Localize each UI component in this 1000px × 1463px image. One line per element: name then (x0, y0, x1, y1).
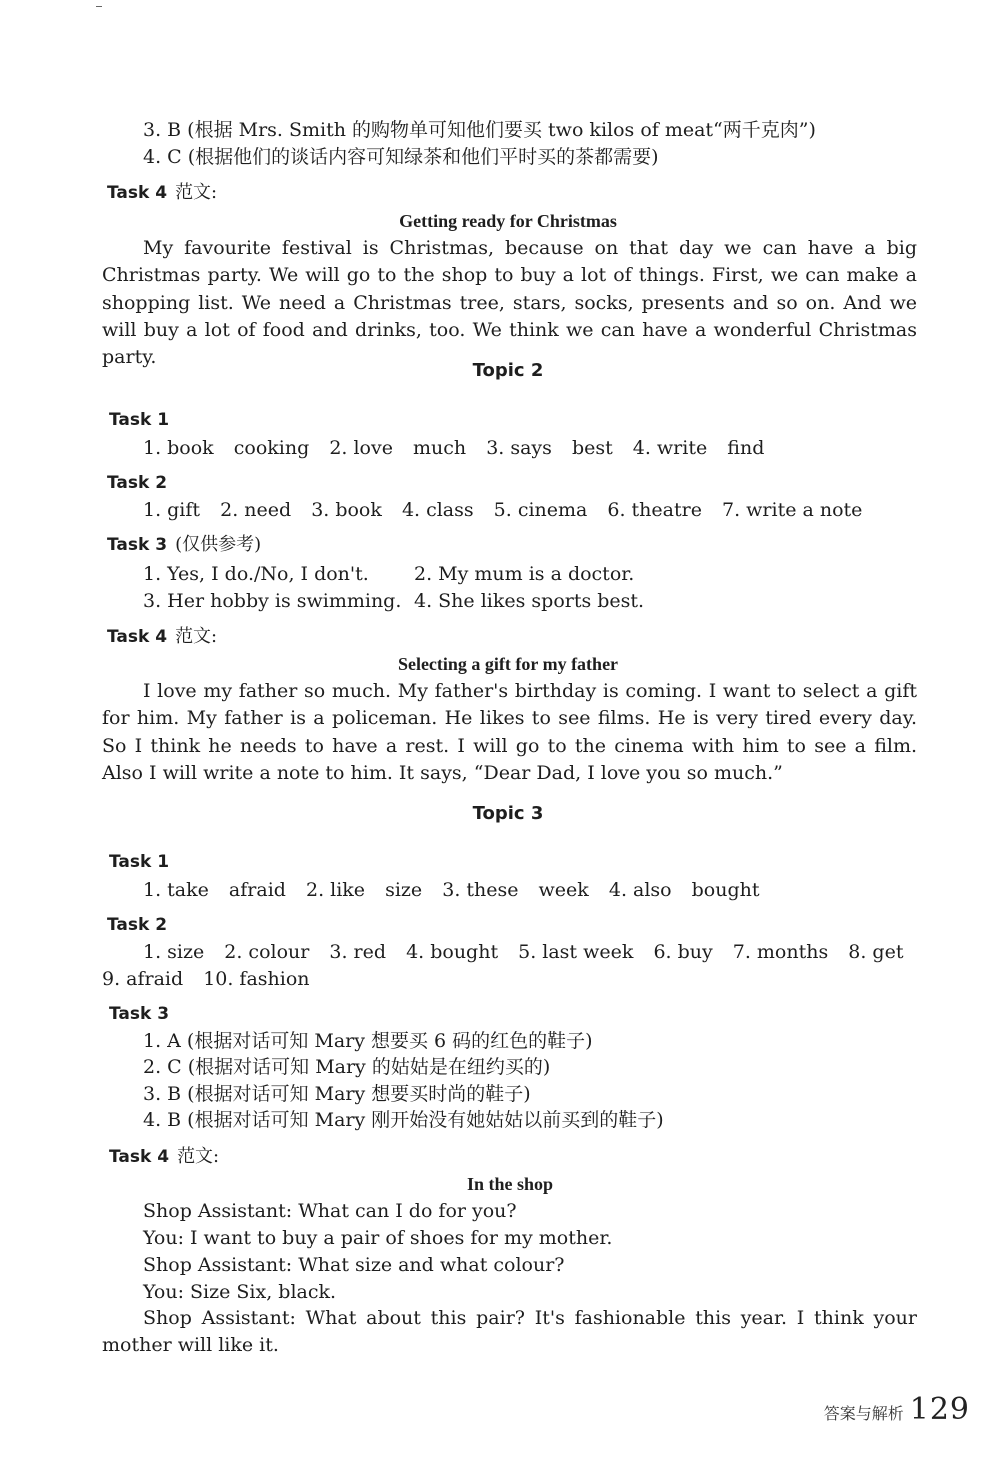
answer-word: months (756, 941, 829, 963)
dialogue-line: You: I want to buy a pair of shoes for my mother. (143, 1227, 613, 1249)
dialogue-line: Shop Assistant: What can I do for you? (143, 1200, 517, 1222)
answer-word: like (330, 879, 366, 901)
task2-answers (143, 939, 917, 965)
answer-word: size (167, 941, 205, 963)
num: 1. (143, 941, 162, 963)
answer-word: size (385, 879, 423, 901)
num: 2. (305, 879, 325, 901)
answer-word: last week (542, 941, 634, 963)
task3-heading (107, 533, 261, 557)
answer-word: book (167, 437, 214, 459)
task-label: Task 2 (107, 915, 168, 935)
task-sub: (仅供参考) (175, 534, 262, 555)
answer-word: class (426, 499, 474, 521)
answer-word: buy (677, 941, 713, 963)
answer-word: get (872, 941, 904, 963)
task3-answer: 1. Yes, I do./No, I don't. (143, 563, 369, 585)
essay-paragraph (102, 235, 917, 371)
num: 4. (632, 437, 651, 459)
essay-text: I love my father so much. My father's birthday is coming. I want to select a gift for him. My father is a policeman. He likes to see films. He is very tired every day. So I think he needs to have a rest. I will go to the cinema with him to see a film. Also I will write a note to him. It says, “Dear Dad, I love you so much.” (102, 680, 917, 784)
num: 9. (102, 968, 121, 990)
task1-answers (143, 435, 778, 461)
answer-word: need (244, 499, 292, 521)
num: 4. (608, 879, 627, 901)
answer-word: best (571, 437, 613, 459)
answer-word: gift (167, 499, 201, 521)
num: 4. (406, 941, 425, 963)
answer-word: fashion (239, 968, 310, 990)
task3-answer: 2. My mum is a doctor. (414, 563, 635, 585)
answer-line-3: 3. B (根据 Mrs. Smith 的购物单可知他们要买 two kilos of meat“两千克肉”) (143, 119, 816, 141)
answer-word: write a note (746, 499, 863, 521)
answer-word: take (167, 879, 209, 901)
answer-word: bought (691, 879, 760, 901)
scan-mark (96, 6, 102, 7)
essay-title: In the shop (466, 1174, 554, 1194)
topic-heading: Topic 3 (472, 803, 544, 824)
num: 2. (220, 499, 239, 521)
answer-word: red (353, 941, 387, 963)
task2-answers-cont (102, 966, 324, 992)
num: 7. (722, 499, 741, 521)
answer-word: love (353, 437, 393, 459)
num: 3. (486, 437, 505, 459)
answer-word: write (656, 437, 708, 459)
dialogue-line: Shop Assistant: What size and what colour? (143, 1254, 565, 1276)
task-label: Task 4 (109, 1147, 170, 1167)
task-label: Task 2 (107, 473, 168, 493)
answer-word: week (538, 879, 589, 901)
task1-answers (143, 877, 774, 903)
task2-heading (107, 471, 167, 495)
task-label: Task 4 (107, 183, 168, 203)
num: 1. (143, 499, 162, 521)
answer-word: colour (248, 941, 310, 963)
task4-heading (107, 181, 217, 205)
task3-answer: 1. A (根据对话可知 Mary 想要买 6 码的红色的鞋子) (143, 1030, 593, 1052)
num: 1. (143, 437, 162, 459)
answer-word: much (413, 437, 467, 459)
topic-heading: Topic 2 (472, 360, 544, 381)
dialogue-line-wrapped (102, 1305, 917, 1360)
task3-heading (109, 1002, 169, 1026)
answer-word: also (633, 879, 672, 901)
task4-heading (107, 625, 217, 649)
answer-word: cinema (517, 499, 588, 521)
task3-answer: 4. She likes sports best. (414, 590, 645, 612)
num: 3. (442, 879, 461, 901)
answer-word: afraid (228, 879, 286, 901)
num: 1. (143, 879, 162, 901)
task-label: Task 1 (109, 410, 170, 430)
num: 5. (493, 499, 512, 521)
task3-answer: 3. B (根据对话可知 Mary 想要买时尚的鞋子) (143, 1083, 531, 1105)
answer-word: these (466, 879, 519, 901)
task2-answers (143, 497, 876, 523)
dialogue-line: You: Size Six, black. (143, 1281, 337, 1303)
num: 7. (732, 941, 751, 963)
essay-text: My favourite festival is Christmas, because on that day we can have a big Christmas party. We will go to the shop to buy a lot of things. First, we can make a shopping list. We need a Christmas tree, stars, socks, presents and so on. And we will buy a lot of food and drinks, too. We think we can have a wonderful Christmas party. (102, 237, 917, 369)
footer-label: 答案与解析 (823, 1404, 904, 1423)
dialogue-text: Shop Assistant: What about this pair? It's fashionable this year. I think your mother will like it. (102, 1307, 917, 1357)
task1-heading (109, 850, 169, 874)
essay-title: Selecting a gift for my father (397, 654, 619, 674)
essay-paragraph (102, 678, 917, 787)
answer-word: theatre (631, 499, 702, 521)
answer-word: find (727, 437, 765, 459)
num: 2. (224, 941, 243, 963)
num: 8. (848, 941, 867, 963)
answer-word: bought (430, 941, 499, 963)
num: 6. (653, 941, 672, 963)
task-sub: 范文: (175, 182, 218, 203)
answer-word: afraid (126, 968, 184, 990)
num: 3. (329, 941, 348, 963)
task1-heading (109, 408, 169, 432)
num: 5. (518, 941, 537, 963)
num: 4. (401, 499, 421, 521)
answer-word: cooking (233, 437, 310, 459)
num: 10. (203, 968, 234, 990)
answer-line-4: 4. C (根据他们的谈话内容可知绿茶和他们平时买的茶都需要) (143, 146, 659, 168)
task-label: Task 3 (109, 1004, 170, 1024)
task4-heading (109, 1145, 219, 1169)
task-label: Task 3 (107, 535, 168, 555)
task-sub: 范文: (175, 626, 218, 647)
page-footer (824, 1392, 970, 1427)
task-label: Task 4 (107, 627, 168, 647)
task2-heading (107, 913, 167, 937)
task3-answer: 3. Her hobby is swimming. (143, 590, 402, 612)
num: 6. (607, 499, 626, 521)
task3-answer: 4. B (根据对话可知 Mary 刚开始没有她姑姑以前买到的鞋子) (143, 1109, 664, 1131)
answer-word: says (510, 437, 552, 459)
answer-word: book (335, 499, 382, 521)
page-number: 129 (909, 1392, 970, 1427)
task-label: Task 1 (109, 852, 170, 872)
task-sub: 范文: (177, 1146, 220, 1167)
task3-answer: 2. C (根据对话可知 Mary 的姑姑是在纽约买的) (143, 1056, 551, 1078)
essay-title: Getting ready for Christmas (399, 211, 617, 231)
num: 3. (311, 499, 330, 521)
num: 2. (329, 437, 348, 459)
